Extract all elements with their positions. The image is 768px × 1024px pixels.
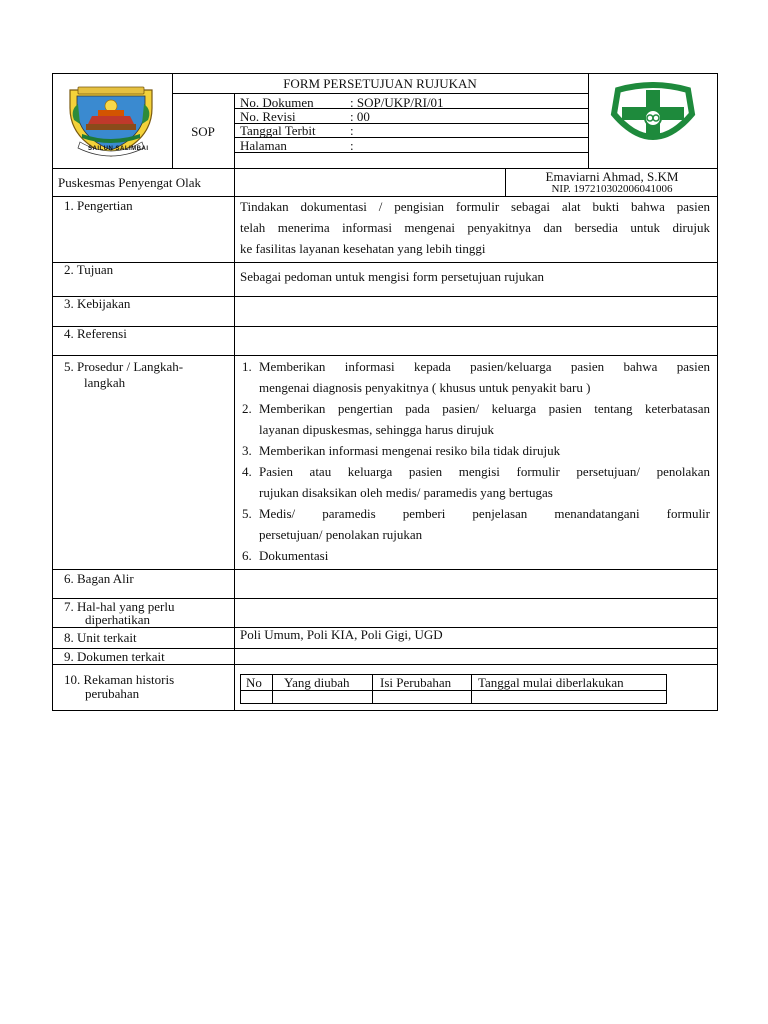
section-text: ke fasilitas layanan kesehatan yang lebih tinggi bbox=[240, 241, 486, 256]
step-number: 2. bbox=[242, 401, 252, 416]
step-text: Dokumentasi bbox=[259, 548, 329, 563]
step-text: Memberikan informasi kepada pasien/keluarga pasien bahwa pasien bbox=[259, 359, 710, 374]
column-header: Isi Perubahan bbox=[380, 675, 452, 690]
section-label: 6. Bagan Alir bbox=[64, 571, 134, 586]
meta-label: No. Dokumen bbox=[240, 95, 314, 110]
section-text: Poli Umum, Poli KIA, Poli Gigi, UGD bbox=[240, 627, 443, 642]
logo-ring-text: SAILUN SALIMBAI bbox=[88, 146, 149, 152]
section-label: 8. Unit terkait bbox=[64, 630, 137, 645]
section-label: 7. Hal-hal yang perlu bbox=[64, 599, 175, 614]
section-label: 9. Dokumen terkait bbox=[64, 649, 165, 664]
head-name: Emaviarni Ahmad, S.KM bbox=[545, 169, 679, 184]
meta-value: : SOP/UKP/RI/01 bbox=[350, 95, 444, 110]
section-label: diperhatikan bbox=[85, 612, 150, 627]
section-label: 2. Tujuan bbox=[64, 262, 114, 277]
meta-value: : bbox=[350, 123, 354, 138]
puskesmas-logo bbox=[606, 82, 700, 146]
meta-label: Tanggal Terbit bbox=[240, 123, 316, 138]
step-number: 1. bbox=[242, 359, 252, 374]
section-text: telah menerima informasi mengenai penyakitnya dan bersedia untuk dirujuk bbox=[240, 220, 710, 235]
institution-name: Puskesmas Penyengat Olak bbox=[58, 175, 201, 190]
step-text: Memberikan informasi mengenai resiko bila tidak dirujuk bbox=[259, 443, 561, 458]
meta-label: Halaman bbox=[240, 138, 287, 153]
meta-value: : 00 bbox=[350, 109, 370, 124]
column-header: Tanggal mulai diberlakukan bbox=[478, 675, 624, 690]
step-text: mengenai diagnosis penyakitnya ( khusus untuk penyakit baru ) bbox=[259, 380, 591, 395]
section-label: 1. Pengertian bbox=[64, 198, 133, 213]
section-label: 5. Prosedur / Langkah- bbox=[64, 359, 184, 374]
step-text: Memberikan pengertian pada pasien/ keluarga pasien tentang keterbatasan bbox=[259, 401, 710, 416]
head-nip: NIP. 197210302006041006 bbox=[551, 183, 673, 195]
meta-label: No. Revisi bbox=[240, 109, 296, 124]
column-header: No bbox=[246, 675, 262, 690]
puskesmas-cross-icon bbox=[606, 82, 700, 146]
section-label: langkah bbox=[84, 375, 126, 390]
section-label: perubahan bbox=[85, 686, 140, 701]
section-label: 4. Referensi bbox=[64, 326, 127, 341]
step-number: 3. bbox=[242, 443, 252, 458]
step-text: rujukan disaksikan oleh medis/ paramedis yang bertugas bbox=[259, 485, 553, 500]
step-text: layanan dipuskesmas, sehingga harus dirujuk bbox=[259, 422, 495, 437]
step-text: persetujuan/ penolakan rujukan bbox=[259, 527, 423, 542]
section-text: Tindakan dokumentasi / pengisian formulir sebagai alat bukti bahwa pasien bbox=[240, 199, 710, 214]
regency-logo bbox=[64, 80, 158, 160]
step-text: Pasien atau keluarga pasien mengisi formulir persetujuan/ penolakan bbox=[259, 464, 710, 479]
column-header: Yang diubah bbox=[284, 675, 350, 690]
step-number: 5. bbox=[242, 506, 252, 521]
meta-value: : bbox=[350, 138, 354, 153]
step-number: 6. bbox=[242, 548, 252, 563]
step-text: Medis/ paramedis pemberi penjelasan menandatangani formulir bbox=[259, 506, 710, 521]
step-number: 4. bbox=[242, 464, 252, 479]
section-text: Sebagai pedoman untuk mengisi form persetujuan rujukan bbox=[240, 269, 544, 284]
sop-label: SOP bbox=[191, 124, 215, 139]
section-label: 10. Rekaman historis bbox=[64, 672, 175, 687]
form-title: FORM PERSETUJUAN RUJUKAN bbox=[283, 76, 477, 91]
section-label: 3. Kebijakan bbox=[64, 296, 131, 311]
